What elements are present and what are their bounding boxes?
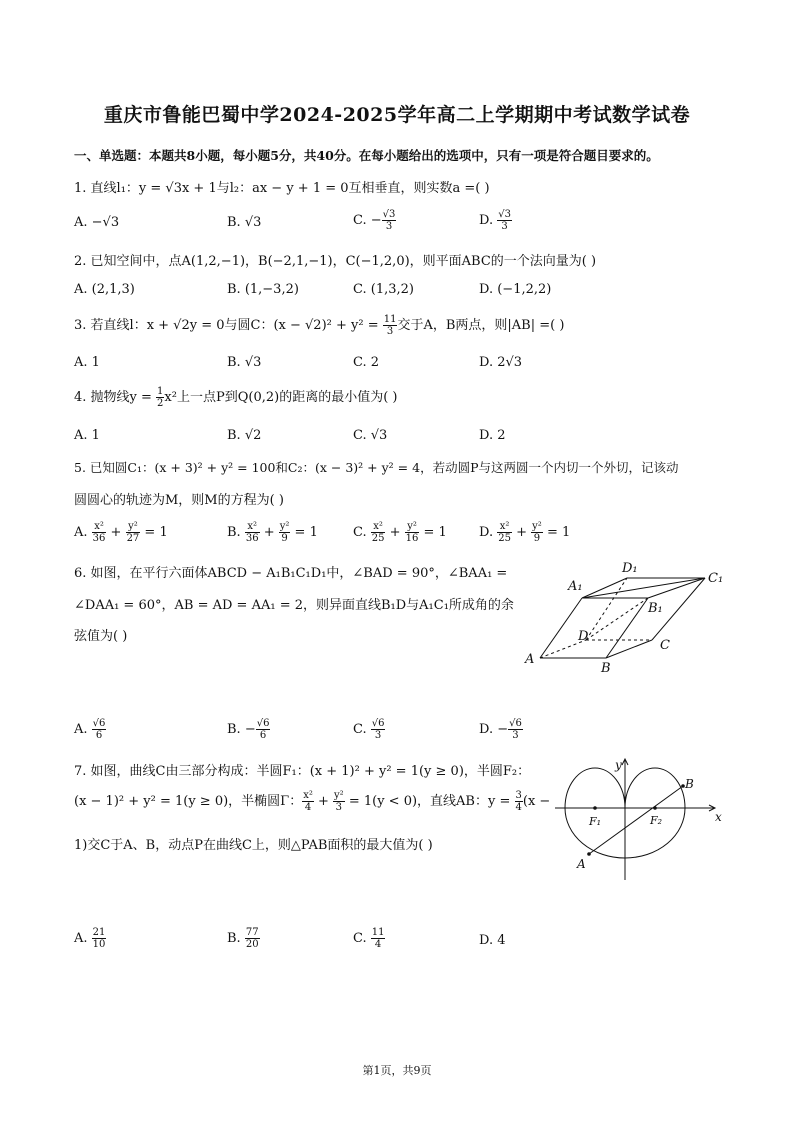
denominator: 10 (92, 939, 106, 950)
denominator: 4 (304, 802, 312, 813)
q2-option-a: A. (2,1,3) (74, 282, 135, 297)
q5-option-b (227, 521, 318, 544)
option-label: A. (74, 525, 92, 540)
numerator: √3 (382, 209, 396, 220)
vertex-label-b1: B₁ (648, 601, 663, 616)
page-footer: 第1页，共9页 (362, 1064, 432, 1077)
fraction (256, 718, 271, 741)
q3-option-a: A. 1 (74, 355, 100, 370)
numerator: √6 (509, 718, 522, 729)
q1-option-c-label: C. − (353, 213, 382, 228)
q4-option-d: D. 2 (479, 428, 506, 443)
q1-option-d (479, 209, 512, 232)
q7-stem-middle: = 1(y < 0)，直线AB：y = (344, 794, 515, 809)
numerator: y² (334, 790, 344, 801)
vertex-label-c: C (660, 638, 670, 653)
vertex-label-d1: D₁ (622, 561, 638, 576)
option-label: B. (227, 931, 245, 946)
fraction (245, 927, 260, 950)
q7-stem-line1: 7. 如图，曲线C由三部分构成：半圆F₁：(x + 1)² + y² = 1(y ≥ 0)，半圆F₂： (74, 764, 531, 779)
denominator: 3 (385, 221, 393, 232)
numerator: y² (532, 521, 542, 532)
parallelepiped-figure (520, 556, 730, 678)
denominator: 3 (335, 802, 343, 813)
numerator: y² (405, 521, 420, 533)
fraction (497, 521, 512, 544)
denominator: 3 (501, 221, 508, 232)
option-label: D. (479, 525, 498, 540)
denominator: 9 (533, 533, 541, 544)
q3-stem (74, 314, 564, 337)
numerator: y² (126, 521, 141, 533)
axis-label-x: x (715, 810, 722, 824)
heart-curve-figure (555, 755, 730, 885)
vertex-label-a: A (525, 652, 535, 667)
numerator: x² (245, 521, 260, 533)
denominator: 2 (157, 398, 164, 409)
equals-one: = 1 (542, 525, 571, 540)
numerator: √6 (371, 718, 385, 729)
q7-stem-line2: (x − 1)² + y² = 1(y ≥ 0)，半椭圆Γ： $\frac{\text{x²}}{4}$ + $\frac{\text{y²}}{3}$ = 1(y < 0)，直线AB：y = $\frac{3}{4}$ (x − (74, 790, 551, 813)
q2-option-d: D. (−1,2,2) (479, 282, 552, 297)
q5-option-c (353, 521, 447, 544)
q1-option-a: A. −√3 (74, 215, 120, 230)
q7-option-b (227, 927, 260, 950)
option-label: C. (353, 525, 371, 540)
option-label: C. (353, 931, 371, 946)
q6-option-b (227, 718, 270, 741)
plus-sign: + (259, 525, 279, 540)
fraction (92, 927, 107, 950)
option-label: C. (353, 722, 371, 737)
numerator: 1 (157, 386, 164, 397)
q4-stem-end: x²上一点P到Q(0,2)的距离的最小值为( ) (164, 390, 398, 405)
numerator: y² (279, 521, 290, 532)
denominator: 6 (95, 730, 103, 741)
fraction (302, 790, 314, 813)
q7-option-a (74, 927, 106, 950)
q7-option-d: D. 4 (479, 933, 506, 948)
q4-stem-start: 4. 抛物线y = (74, 390, 157, 405)
vertex-label-d: D (578, 629, 589, 644)
fraction (92, 718, 107, 741)
q7-stem-start: (x − 1)² + y² = 1(y ≥ 0)，半椭圆Γ： (74, 794, 303, 809)
denominator: 4 (515, 802, 522, 813)
numerator: 11 (371, 927, 385, 938)
q6-option-d (479, 718, 523, 741)
denominator: 3 (374, 730, 382, 741)
denominator: 36 (92, 533, 106, 544)
denominator: 3 (386, 326, 394, 337)
denominator: 6 (259, 730, 267, 741)
q7-stem-end: (x − (522, 794, 551, 809)
numerator: x² (371, 521, 386, 533)
q1-option-b: B. √3 (227, 215, 262, 230)
equals-one: = 1 (290, 525, 318, 540)
equals-one: = 1 (140, 525, 168, 540)
numerator: 3 (515, 790, 522, 801)
q1-option-c-fraction (382, 209, 397, 232)
focus-f2-point (653, 806, 657, 810)
fraction (531, 521, 543, 544)
q4-option-b: B. √2 (227, 428, 262, 443)
numerator: 77 (245, 927, 259, 938)
q6-stem-line3: 弦值为( ) (74, 629, 128, 644)
equals-one: = 1 (419, 525, 447, 540)
q1-stem: 1. 直线l₁：y = √3x + 1与l₂：ax − y + 1 = 0互相垂直，则实数a =( ) (74, 181, 490, 196)
fraction (92, 521, 107, 544)
q6-option-a (74, 718, 106, 741)
q3-fraction (383, 314, 398, 337)
q3-option-c: C. 2 (353, 355, 380, 370)
denominator: 27 (126, 533, 140, 544)
page-title: 重庆市鲁能巴蜀中学2024-2025学年高二上学期期中考试数学试卷 (103, 104, 691, 126)
point-label-b: B (685, 777, 694, 791)
numerator: √3 (498, 209, 511, 220)
option-label: D. − (479, 722, 509, 737)
q3-stem-start: 3. 若直线l：x + √2y = 0与圆C：(x − √2)² + y² = (74, 318, 383, 333)
section-heading: 一、单选题：本题共8小题，每小题5分，共40分。在每小题给出的选项中，只有一项是符合题目要求的。 (74, 148, 659, 163)
denominator: 20 (245, 939, 259, 950)
q6-option-c (353, 718, 385, 741)
slope-fraction (515, 790, 523, 813)
q3-option-d: D. 2√3 (479, 355, 523, 370)
q5-stem-line2: 圆圆心的轨迹为M，则M的方程为( ) (74, 493, 284, 508)
option-label: A. (74, 931, 92, 946)
q5-option-a (74, 521, 168, 544)
q5-stem-line1: 5. 已知圆C₁：(x + 3)² + y² = 100和C₂：(x − 3)² + y² = 4，若动圆P与这两圆一个内切一个外切，记该动 (74, 460, 679, 475)
vertex-label-a1: A₁ (568, 579, 583, 594)
denominator: 9 (281, 533, 288, 544)
q5-option-d (479, 521, 570, 544)
fraction (371, 521, 386, 544)
q4-stem (74, 386, 397, 409)
fraction (279, 521, 291, 544)
plus-sign: + (106, 525, 126, 540)
q2-option-b: B. (1,−3,2) (227, 282, 299, 297)
fraction (405, 521, 420, 544)
option-label: B. (227, 525, 245, 540)
numerator: 21 (92, 927, 106, 938)
numerator: x² (303, 790, 313, 801)
focus-f1-point (593, 806, 597, 810)
q7-stem-line3: 1)交C于A、B，动点P在曲线C上，则△PAB面积的最大值为( ) (74, 838, 433, 853)
option-label: B. − (227, 722, 256, 737)
vertex-label-b: B (601, 661, 611, 676)
denominator: 16 (405, 533, 419, 544)
q3-stem-end: 交于A，B两点，则|AB| =( ) (397, 318, 565, 333)
fraction (371, 718, 386, 741)
q3-option-b: B. √3 (227, 355, 262, 370)
numerator: x² (497, 521, 512, 533)
fraction (126, 521, 141, 544)
q1-option-d-label: D. (479, 213, 498, 228)
plus-sign: + (385, 525, 405, 540)
denominator: 25 (498, 533, 511, 544)
denominator: 4 (374, 939, 382, 950)
fraction (371, 927, 386, 950)
point-label-f2: F₂ (650, 814, 663, 827)
denominator: 3 (512, 730, 519, 741)
axis-label-y: y (615, 758, 622, 772)
numerator: x² (92, 521, 107, 533)
vertex-label-c1: C₁ (708, 571, 724, 586)
fraction (245, 521, 260, 544)
point-a (587, 852, 591, 856)
numerator: √6 (92, 718, 106, 729)
fraction (333, 790, 345, 813)
q6-stem-line1: 6. 如图，在平行六面体ABCD − A₁B₁C₁D₁中，∠BAD = 90°，∠BAA₁ = (74, 566, 508, 581)
point-label-a: A (577, 857, 586, 871)
q2-stem: 2. 已知空间中，点A(1,2,−1)，B(−2,1,−1)，C(−1,2,0)，则平面ABC的一个法向量为( ) (74, 254, 597, 269)
denominator: 25 (371, 533, 385, 544)
numerator: √6 (256, 718, 270, 729)
plus-sign: + (511, 525, 532, 540)
denominator: 36 (245, 533, 259, 544)
option-label: A. (74, 722, 92, 737)
point-label-f1: F₁ (589, 815, 602, 828)
q6-stem-line2: ∠DAA₁ = 60°，AB = AD = AA₁ = 2，则异面直线B₁D与A₁C₁所成角的余 (74, 598, 514, 613)
q4-option-a: A. 1 (74, 428, 100, 443)
q2-option-c: C. (1,3,2) (353, 282, 414, 297)
fraction (508, 718, 523, 741)
q1-option-d-fraction (497, 209, 512, 232)
q4-option-c: C. √3 (353, 428, 388, 443)
q1-option-c (353, 209, 396, 232)
numerator: 11 (383, 314, 397, 325)
q7-option-c (353, 927, 385, 950)
